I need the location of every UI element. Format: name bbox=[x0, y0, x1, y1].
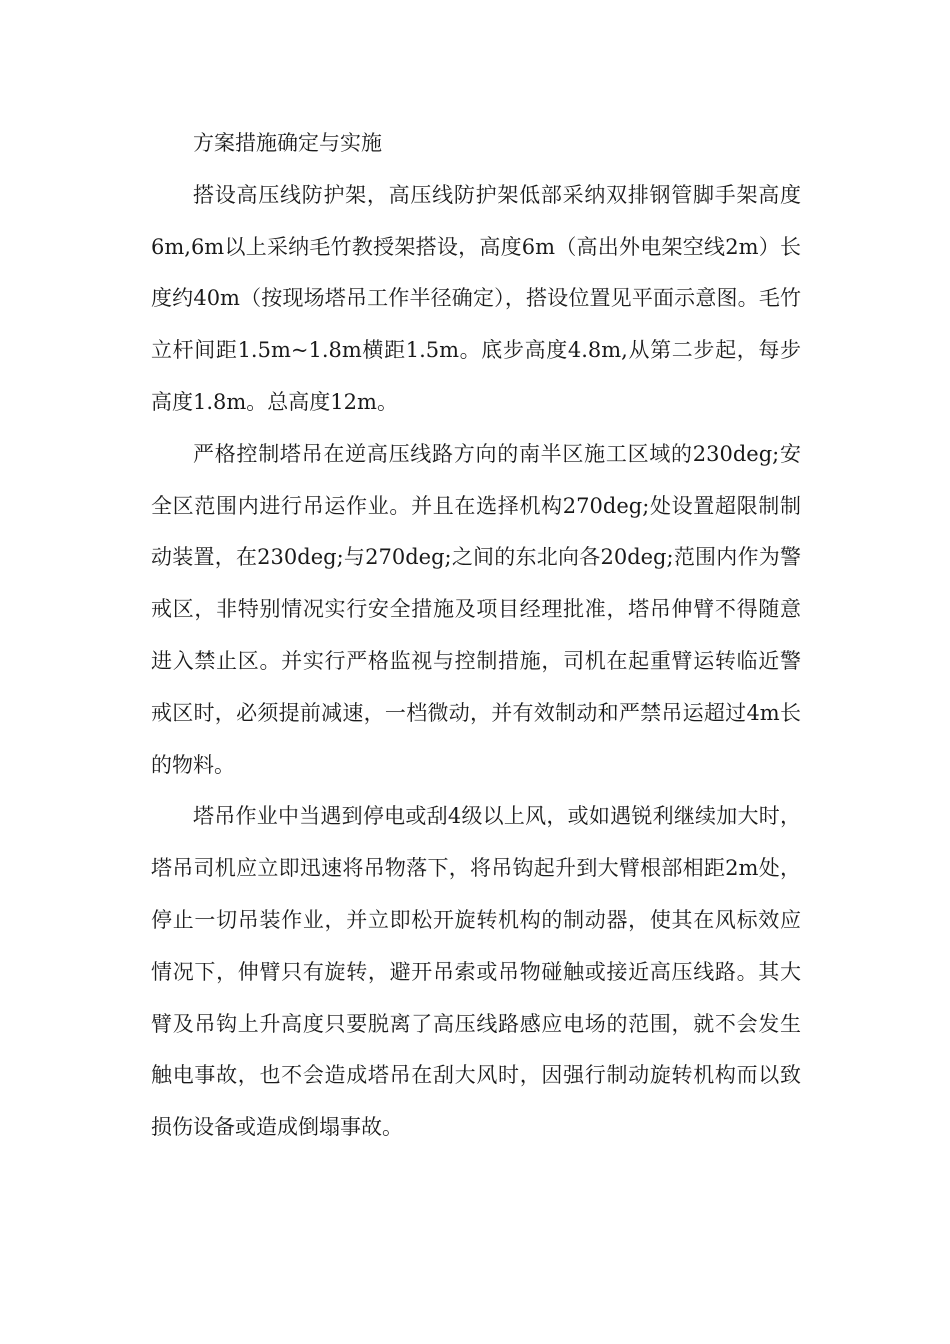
paragraph-crane-control: 严格控制塔吊在逆高压线路方向的南半区施工区域的230deg;安全区范围内进行吊运作业。并且在选择机构270deg;处设置超限制制动装置，在230deg;与270deg;之间的东北向各20deg;范围内作为警戒区，非特别情况实行安全措施及项目经理批准，塔吊伸臂不得随意进入禁止区。并实行严格监视与控制措施，司机在起重臂运转临近警戒区时，必须提前减速，一档微动，并有效制动和严禁吊运超过4m长的物料。 bbox=[151, 441, 801, 777]
section-heading: 方案措施确定与实施 bbox=[193, 131, 382, 155]
paragraph-protective-frame: 搭设高压线防护架，高压线防护架低部采纳双排钢管脚手架高度6m,6m以上采纳毛竹教授架搭设，高度6m（高出外电架空线2m）长度约40m（按现场塔吊工作半径确定），搭设位置见平面示意图。毛竹立杆间距1.5m~1.8m横距1.5m。底步高度4.8m,从第二步起，每步高度1.8m。总高度12m。 bbox=[151, 182, 801, 414]
document-body bbox=[151, 118, 801, 1154]
paragraph-wind-procedure: 塔吊作业中当遇到停电或刮4级以上风，或如遇锐利继续加大时，塔吊司机应立即迅速将吊物落下，将吊钩起升到大臂根部相距2m处，停止一切吊装作业，并立即松开旋转机构的制动器，使其在风标效应情况下，伸臂只有旋转，避开吊索或吊物碰触或接近高压线路。其大臂及吊钩上升高度只要脱离了高压线路感应电场的范围，就不会发生触电事故，也不会造成塔吊在刮大风时，因强行制动旋转机构而以致损伤设备或造成倒塌事故。 bbox=[151, 804, 801, 1140]
